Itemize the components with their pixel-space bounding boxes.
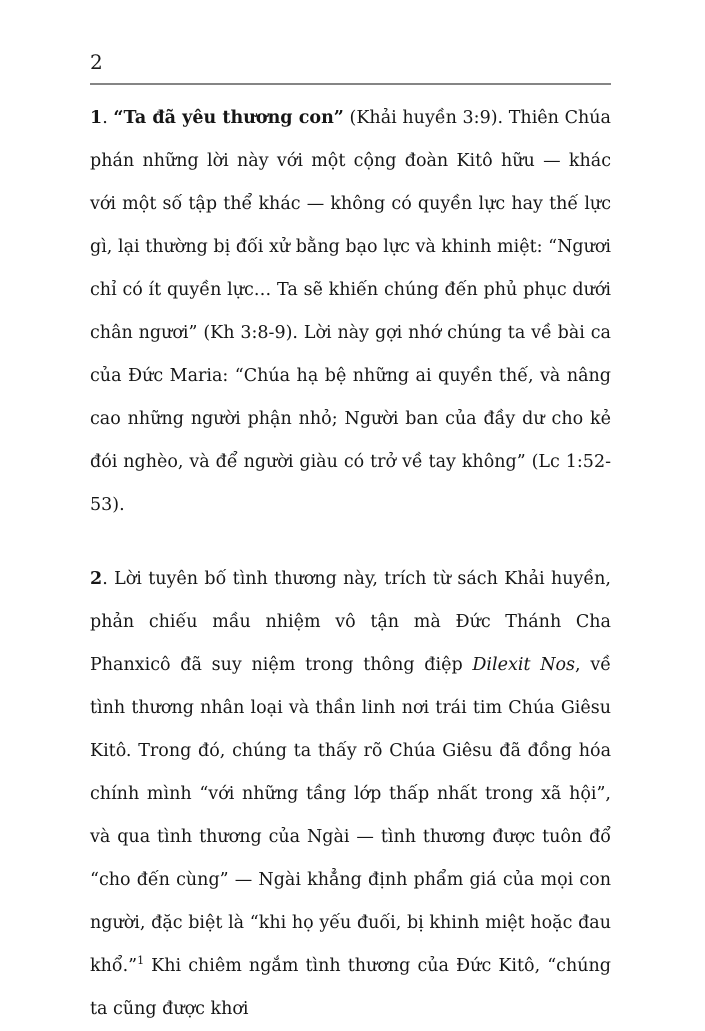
text-segment: . xyxy=(102,108,114,128)
text-segment: 1 xyxy=(90,108,103,128)
page-number: 2 xyxy=(90,50,103,74)
body-text xyxy=(90,97,611,1031)
text-segment: . Lời tuyên bố tình thương này, trích từ sách Khải huyền, phản chiếu mầu nhiệm vô tận mà Đức Thánh Cha Phanxicô đã suy niệm trong thông điệp xyxy=(90,569,611,675)
paragraph-2 xyxy=(90,558,611,1031)
text-segment: Dilexit Nos xyxy=(472,655,576,675)
paragraph-1 xyxy=(90,97,611,527)
footnote-marker: 1 xyxy=(137,954,145,968)
page-header xyxy=(90,50,611,85)
text-segment: (Khải huyền 3:9). Thiên Chúa phán những lời này với một cộng đoàn Kitô hữu — khác với một số tập thể khác — không có quyền lực hay thế lực gì, lại thường bị đối xử bằng bạo lực và khinh miệt: “Ngươi chỉ có ít quyền lực… Ta sẽ khiến chúng đến phủ phục dưới chân ngươi” (Kh 3:8-9). Lời này gợi nhớ chúng ta về bài ca của Đức Maria: “Chúa hạ bệ những ai quyền thế, và nâng cao những người phận nhỏ; Người ban của đầy dư cho kẻ đói nghèo, và để người giàu có trở về tay không” (Lc 1:52-53). xyxy=(90,108,611,515)
text-segment: Khi chiêm ngắm tình thương của Đức Kitô, “chúng ta cũng được khơi xyxy=(90,956,611,1019)
text-segment: “Ta đã yêu thương con” xyxy=(113,108,344,128)
header-rule xyxy=(90,83,611,85)
text-segment: , về tình thương nhân loại và thần linh nơi trái tim Chúa Giêsu Kitô. Trong đó, chúng ta thấy rõ Chúa Giêsu đã đồng hóa chính mình “với những tầng lớp thấp nhất trong xã hội”, và qua tình thương của Ngài — tình thương được tuôn đổ “cho đến cùng” — Ngài khẳng định phẩm giá của mọi con người, đặc biệt là “khi họ yếu đuối, bị khinh miệt hoặc đau khổ.” xyxy=(90,655,611,976)
text-segment: 2 xyxy=(90,569,103,589)
